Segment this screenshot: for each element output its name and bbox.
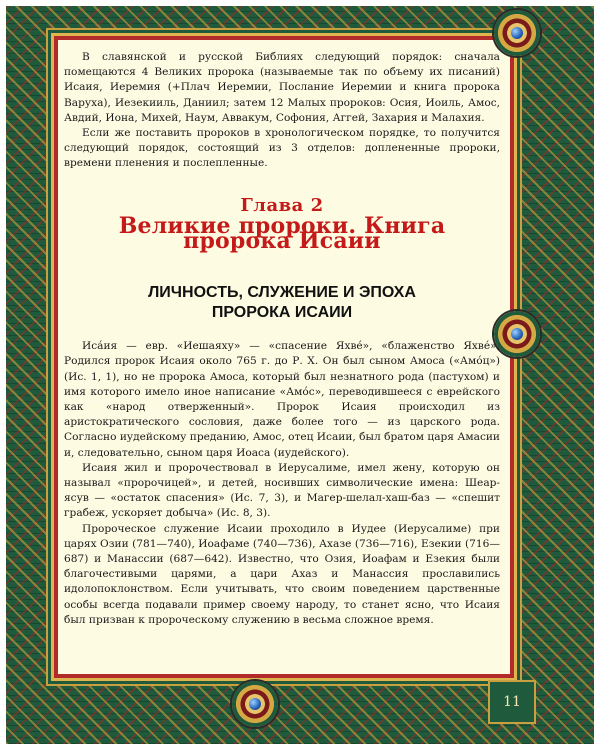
intro-paragraph: Если же поставить пророков в хронологическом порядке, то получится следующий порядок, состоящий из 3 отделов: доплененные пророки, времени пленения и послепленные. bbox=[64, 127, 500, 170]
section-title bbox=[64, 283, 500, 323]
page-number: 11 bbox=[503, 694, 521, 710]
ornament-medallion-icon bbox=[494, 311, 540, 357]
body-paragraph: Пророческое служение Исаии проходило в Иудее (Иерусалиме) при царях Озии (781—740), Иоафаме (740—736), Ахазе (736—716), Езекии (716—687) и Манассии (687—642). Известно, что Озия, Иоафам и Езекия были благочестивыми царями, а цари Ахаз и Манассия прославились идолопоклонством. Если учитывать, что своим поведением царственные особы всегда подавали пример своему народу, то станет ясно, что Исаия был призван к пророческому служению в весьма сложное время. bbox=[64, 522, 500, 626]
page-number-badge bbox=[488, 680, 536, 724]
intro-paragraph: В славянской и русской Библиях следующий порядок: сначала помещаются 4 Великих пророка (называемые так по объему их писаний) Исаия, Иеремия (+Плач Иеремии, Послание Иеремии и книга пророка Варуха), Иезекииль, Даниил; затем 12 Малых пророков: Осия, Иоиль, Амос, Авдий, Иона, Михей, Наум, Аввакум, Софония, Аггей, Захария и Малахия. bbox=[64, 51, 500, 124]
chapter-label: Глава 2 bbox=[240, 194, 324, 216]
chapter-title: Великие пророки. Книга пророка Исаии bbox=[118, 212, 446, 255]
section-title-line: ЛИЧНОСТЬ, СЛУЖЕНИЕ И ЭПОХА bbox=[148, 284, 416, 302]
ornament-medallion-icon bbox=[494, 10, 540, 56]
page-content bbox=[64, 50, 500, 670]
body-paragraph: Исаия жил и пророчествовал в Иерусалиме, имел жену, которую он называл «пророчицей», и детей, носивших символические имена: Шеар-ясув — «остаток спасения» (Ис. 7, 3), и Магер-шелал-хаш-баз — «спешит грабеж, ускоряет добыча» (Ис. 8, 3). bbox=[64, 461, 500, 520]
body-paragraph: Иса́ия — евр. «Иешаяху» — «спасение Яхве́», «блаженство Яхве́». Родился пророк Исаия около 765 г. до Р. Х. Он был сыном Амоса («Амо́ц») (Ис. 1, 1), но не пророка Амоса, который был незнатного рода (пастухом) и имя которого имело иное написание «Амо́с», переводившееся с еврейского как «народ отверженный». Пророк Исаия происходил из аристократического сословия, даже более того — из царского рода. Согласно иудейскому преданию, Амос, отец Исаии, был братом царя Амасии и, следовательно, сыном царя Иоаса (иудейского). bbox=[64, 340, 500, 459]
ornament-medallion-icon bbox=[232, 681, 278, 727]
section-title-line: ПРОРОКА ИСАИИ bbox=[211, 304, 353, 322]
